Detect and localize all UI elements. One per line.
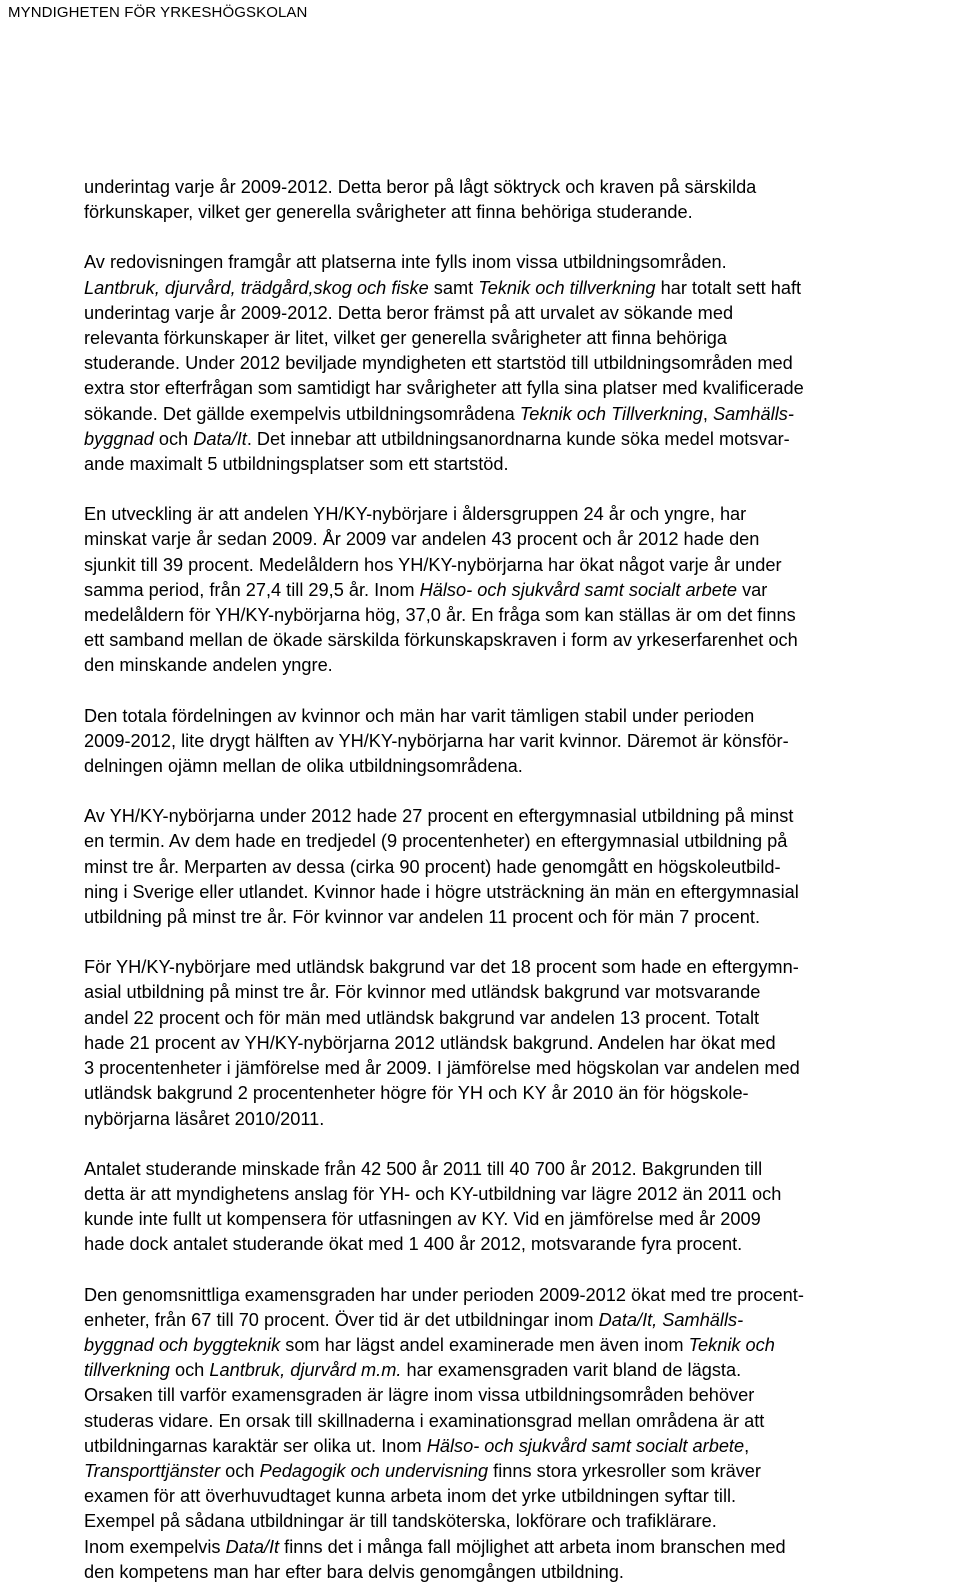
text-run: den minskande andelen yngre. [84, 655, 333, 676]
page-header: MYNDIGHETEN FÖR YRKESHÖGSKOLAN [8, 4, 308, 21]
text-run: En utveckling är att andelen YH/KY-nybörjare i åldersgruppen 24 år och yngre, har [84, 504, 747, 525]
text-run: asial utbildning på minst tre år. För kvinnor med utländsk bakgrund var motsvarande [84, 982, 761, 1003]
text-run: , [744, 1435, 750, 1456]
text-run: ande maximalt 5 utbildningsplatser som ett startstöd. [84, 454, 509, 475]
text-run: nybörjarna läsåret 2010/2011. [84, 1108, 325, 1129]
text-run: förkunskaper, vilket ger generella svårigheter att finna behöriga studerande. [84, 202, 693, 223]
paragraph [84, 502, 956, 678]
text-run: studerande. Under 2012 beviljade myndigheten ett startstöd till utbildningsområden med [84, 353, 793, 374]
text-run: samt [428, 277, 479, 298]
text-run: har examensgraden varit bland de lägsta. [401, 1360, 742, 1381]
italic-term: Teknik och tillverkning [478, 277, 656, 298]
paragraph [84, 955, 956, 1131]
text-line [84, 804, 956, 829]
text-run: var [737, 579, 768, 600]
text-run: För YH/KY-nybörjare med utländsk bakgrund var det 18 procent som hade en eftergymn- [84, 957, 799, 978]
text-line [84, 1358, 956, 1383]
text-line [84, 502, 956, 527]
text-run: 2009-2012, lite drygt hälften av YH/KY-nybörjarna har varit kvinnor. Däremot är könsför- [84, 730, 789, 751]
text-line [84, 250, 956, 275]
text-line [84, 1081, 956, 1106]
text-line [84, 1484, 956, 1509]
text-line [84, 452, 956, 477]
paragraph [84, 804, 956, 930]
italic-term: Teknik och Tillverkning [519, 403, 703, 424]
text-line [84, 1283, 956, 1308]
paragraph [84, 175, 956, 225]
italic-term: Data/It, Samhälls- [598, 1309, 744, 1330]
text-run: delningen ojämn mellan de olika utbildningsområdena. [84, 756, 523, 777]
text-run: Orsaken till varför examensgraden är lägre inom vissa utbildningsområden behöver [84, 1385, 755, 1406]
text-line [84, 1333, 956, 1358]
italic-term: Lantbruk, djurvård, trädgård,skog och fiske [84, 277, 429, 298]
text-line [84, 754, 956, 779]
text-run: hade dock antalet studerande ökat med 1 400 år 2012, motsvarande fyra procent. [84, 1234, 743, 1255]
text-run: underintag varje år 2009-2012. Detta beror främst på att urvalet av sökande med [84, 302, 734, 323]
text-run: och [220, 1460, 260, 1481]
text-line [84, 200, 956, 225]
text-line [84, 578, 956, 603]
text-line [84, 653, 956, 678]
text-run: examen för att överhuvudtaget kunna arbeta inom det yrke utbildningen syftar till. [84, 1486, 737, 1507]
text-run: Den genomsnittliga examensgraden har under perioden 2009-2012 ökat med tre procent- [84, 1284, 804, 1305]
text-line [84, 276, 956, 301]
text-run: underintag varje år 2009-2012. Detta beror på lågt söktryck och kraven på särskilda [84, 177, 757, 197]
text-line [84, 905, 956, 930]
text-line [84, 1107, 956, 1132]
text-run: en termin. Av dem hade en tredjedel (9 procentenheter) en eftergymnasial utbildning på [84, 831, 788, 852]
text-run: utbildningarnas karaktär ser olika ut. Inom [84, 1435, 427, 1456]
text-line [84, 301, 956, 326]
text-line [84, 829, 956, 854]
italic-term: Samhälls- [713, 403, 794, 424]
text-run: 3 procentenheter i jämförelse med år 2009. I jämförelse med högskolan var andelen med [84, 1058, 800, 1079]
text-run: Inom exempelvis [84, 1536, 226, 1557]
text-run: utländsk bakgrund 2 procentenheter högre för YH och KY år 2010 än för högskole- [84, 1083, 749, 1104]
text-line [84, 955, 956, 980]
text-run: samma period, från 27,4 till 29,5 år. Inom [84, 579, 420, 600]
text-line [84, 729, 956, 754]
text-run: Exempel på sådana utbildningar är till tandsköterska, lokförare och trafiklärare. [84, 1511, 717, 1532]
text-line [84, 351, 956, 376]
italic-term: Hälso- och sjukvård samt socialt arbete [419, 579, 738, 600]
text-line [84, 376, 956, 401]
text-line [84, 1157, 956, 1182]
text-line [84, 175, 956, 200]
text-run: detta är att myndighetens anslag för YH- och KY-utbildning var lägre 2012 än 2011 och [84, 1183, 782, 1204]
text-run: medelåldern för YH/KY-nybörjarna hög, 37,0 år. En fråga som kan ställas är om det finns [84, 605, 796, 626]
text-line [84, 1232, 956, 1257]
text-line [84, 1031, 956, 1056]
text-run: enheter, från 67 till 70 procent. Över tid är det utbildningar inom [84, 1309, 599, 1330]
text-run: kunde inte fullt ut kompensera för utfasningen av KY. Vid en jämförelse med år 2009 [84, 1209, 761, 1230]
text-line [84, 855, 956, 880]
paragraph [84, 1283, 956, 1585]
italic-term: byggnad [84, 428, 154, 449]
text-run: har totalt sett haft [655, 277, 802, 298]
text-line [84, 427, 956, 452]
text-line [84, 1006, 956, 1031]
text-run: minskat varje år sedan 2009. År 2009 var andelen 43 procent och år 2012 hade den [84, 529, 760, 550]
text-run: Av YH/KY-nybörjarna under 2012 hade 27 procent en eftergymnasial utbildning på minst [84, 806, 794, 827]
text-run: hade 21 procent av YH/KY-nybörjarna 2012 utländsk bakgrund. Andelen har ökat med [84, 1032, 776, 1053]
text-line [84, 628, 956, 653]
italic-term: Data/It [193, 428, 247, 449]
paragraph [84, 1157, 956, 1258]
text-run: ett samband mellan de ökade särskilda förkunskapskraven i form av yrkeserfarenhet och [84, 630, 798, 651]
document-body [84, 175, 956, 1585]
text-line [84, 402, 956, 427]
italic-term: Transporttjänster [84, 1460, 221, 1481]
text-run: sökande. Det gällde exempelvis utbildningsområdena [84, 403, 520, 424]
text-run: relevanta förkunskaper är litet, vilket ger generella svårigheter att finna behöriga [84, 328, 727, 349]
text-run: studeras vidare. En orsak till skillnaderna i examinationsgrad mellan områdena är att [84, 1410, 765, 1431]
text-run: finns det i många fall möjlighet att arbeta inom branschen med [279, 1536, 786, 1557]
paragraph [84, 704, 956, 780]
text-line [84, 553, 956, 578]
text-run: den kompetens man har efter bara delvis genomgången utbildning. [84, 1561, 624, 1582]
text-line [84, 527, 956, 552]
text-run: finns stora yrkesroller som kräver [488, 1460, 761, 1481]
text-line [84, 603, 956, 628]
text-run: , [702, 403, 714, 424]
text-line [84, 1560, 956, 1585]
text-run: som har lägst andel examinerade men även inom [280, 1334, 689, 1355]
text-run: Antalet studerande minskade från 42 500 år 2011 till 40 700 år 2012. Bakgrunden till [84, 1158, 763, 1179]
text-line [84, 1434, 956, 1459]
text-line [84, 1459, 956, 1484]
text-run: ning i Sverige eller utlandet. Kvinnor hade i högre utsträckning än män en eftergymnasial [84, 881, 799, 902]
text-run: sjunkit till 39 procent. Medelåldern hos YH/KY-nybörjarna har ökat något varje år under [84, 554, 782, 575]
text-line [84, 980, 956, 1005]
italic-term: Lantbruk, djurvård m.m. [209, 1360, 402, 1381]
italic-term: Pedagogik och undervisning [259, 1460, 489, 1481]
italic-term: Hälso- och sjukvård samt socialt arbete [426, 1435, 745, 1456]
text-run: . Det innebar att utbildningsanordnarna kunde söka medel motsvar- [246, 428, 790, 449]
text-line [84, 1509, 956, 1534]
paragraph [84, 250, 956, 477]
text-run: och [169, 1360, 210, 1381]
text-line [84, 1308, 956, 1333]
italic-term: tillverkning [84, 1360, 170, 1381]
text-line [84, 704, 956, 729]
italic-term: byggnad och byggteknik [84, 1334, 281, 1355]
text-run: extra stor efterfrågan som samtidigt har svårigheter att fylla sina platser med kvalificerade [84, 378, 804, 399]
italic-term: Teknik och [688, 1334, 775, 1355]
text-line [84, 1182, 956, 1207]
text-run: andel 22 procent och för män med utländsk bakgrund var andelen 13 procent. Totalt [84, 1007, 760, 1028]
text-line [84, 880, 956, 905]
text-run: Av redovisningen framgår att platserna inte fylls inom vissa utbildningsområden. [84, 252, 727, 273]
text-run: Den totala fördelningen av kvinnor och män har varit tämligen stabil under perioden [84, 705, 755, 726]
text-run: minst tre år. Merparten av dessa (cirka 90 procent) hade genomgått en högskoleutbild- [84, 856, 781, 877]
text-line [84, 1535, 956, 1560]
text-line [84, 326, 956, 351]
italic-term: Data/It [225, 1536, 280, 1557]
text-run: utbildning på minst tre år. För kvinnor var andelen 11 procent och för män 7 procent. [84, 907, 760, 928]
text-run: och [153, 428, 194, 449]
text-line [84, 1056, 956, 1081]
text-line [84, 1409, 956, 1434]
text-line [84, 1207, 956, 1232]
text-line [84, 1383, 956, 1408]
